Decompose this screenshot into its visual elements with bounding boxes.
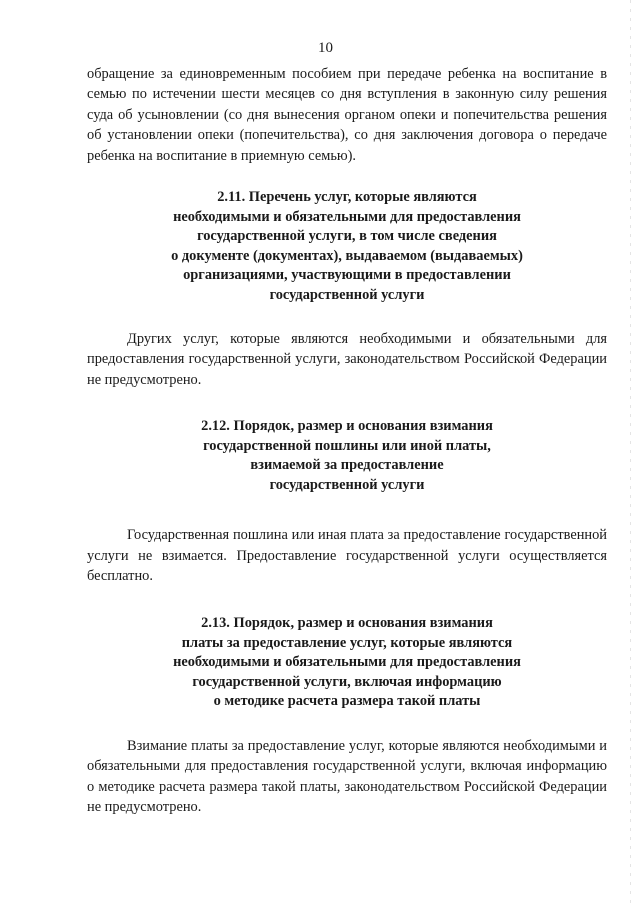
heading-line: о документе (документах), выдаваемом (выдаваемых) <box>171 247 523 264</box>
heading-line: государственной услуги, в том числе сведения <box>197 228 497 245</box>
heading-line: государственной пошлины или иной платы, <box>203 437 491 454</box>
heading-line: 2.11. Перечень услуг, которые являются <box>217 189 477 206</box>
heading-line: 2.12. Порядок, размер и основания взимания <box>201 418 493 435</box>
section-body-2-12: Государственная пошлина или иная плата за предоставление государственной услуги не взимается. Предоставление государственной услуги осуществляется бесплатно. <box>87 527 607 585</box>
heading-line: государственной услуги <box>269 286 425 303</box>
heading-line: 2.13. Порядок, размер и основания взимания <box>201 615 493 632</box>
section-body-2-11: Других услуг, которые являются необходимыми и обязательными для предоставления государственной услуги, законодательством Российской Федерации не предусмотрено. <box>87 331 607 388</box>
heading-line: необходимыми и обязательными для предоставления <box>173 654 521 671</box>
heading-line: платы за предоставление услуг, которые являются <box>181 634 513 651</box>
paragraph-continuation: обращение за единовременным пособием при передаче ребенка на воспитание в семью по истечении шести месяцев со дня вступления в законную силу решения суда об усыновлении (со дня вынесения органом опеки и попечительства решения об установлении опеки (попечительства), со дня заключения договора о передаче ребенка на воспитание в приемную семью). <box>87 66 607 164</box>
page-number: 10 <box>318 40 333 56</box>
document-body <box>87 64 607 818</box>
heading-line: взимаемой за предоставление <box>250 457 444 474</box>
heading-line: государственной услуги <box>269 476 425 493</box>
heading-line: о методике расчета размера такой платы <box>213 693 481 710</box>
heading-line: необходимыми и обязательными для предоставления <box>173 208 521 225</box>
section-heading-2-12 <box>87 417 607 495</box>
section-heading-2-11 <box>87 188 607 305</box>
section-heading-2-13 <box>87 614 607 712</box>
heading-line: государственной услуги, включая информацию <box>192 673 502 690</box>
scan-edge-artifact <box>630 0 631 904</box>
section-body-2-13: Взимание платы за предоставление услуг, которые являются необходимыми и обязательными для предоставления государственной услуги, включая информацию о методике расчета размера такой платы, законодательством Российской Федерации не предусмотрено. <box>87 737 607 816</box>
heading-line: организациями, участвующими в предоставлении <box>183 267 511 284</box>
